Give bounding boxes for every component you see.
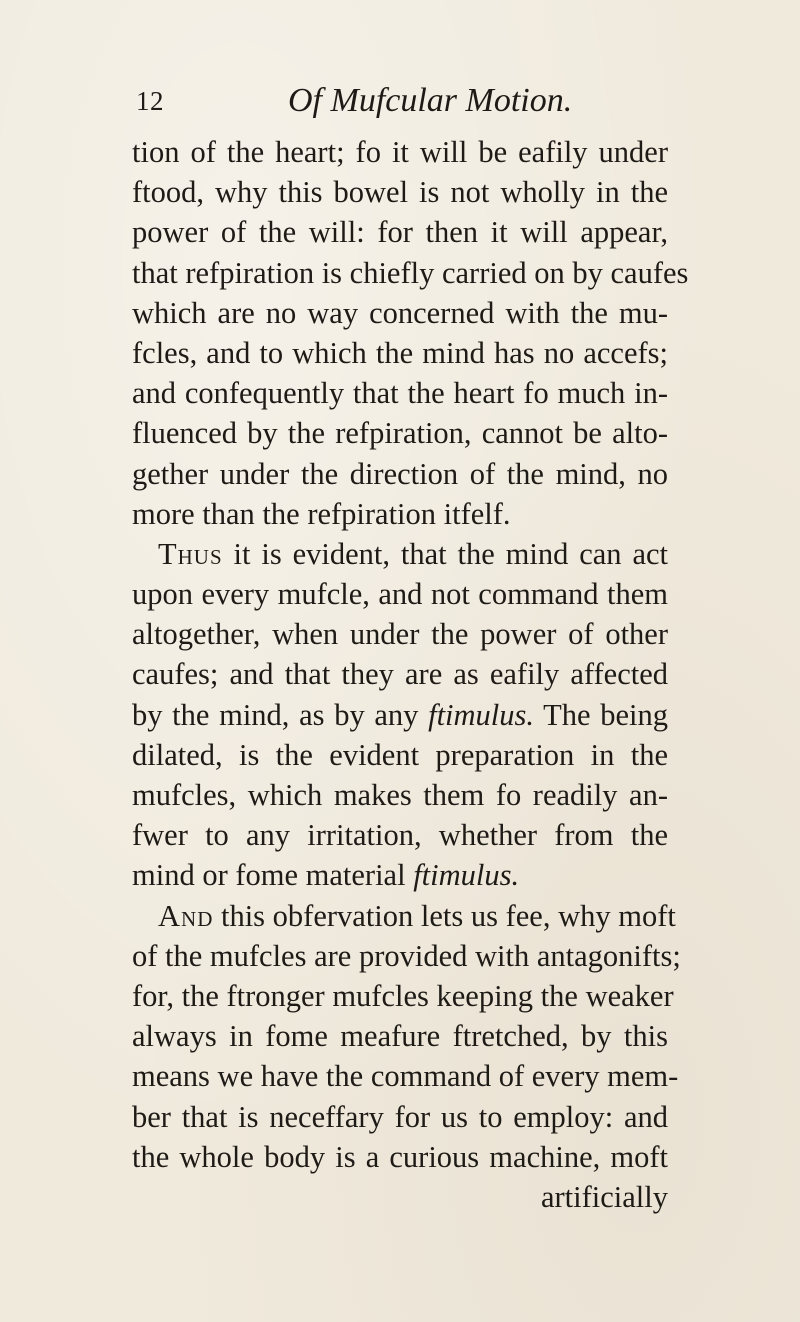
text-line: gether under the direction of the mind, no [132,456,668,491]
text-line: more than the refpiration itfelf. [132,496,511,531]
paragraph-opening-line [132,534,668,574]
text-fragment: mind or fome material [132,858,414,893]
body-text [132,132,689,1217]
text-line: fluenced by the refpiration, cannot be alto- [132,416,668,451]
italic-term: ftimulus. [428,697,535,732]
text-line: dilated, is the evident preparation in the [132,737,668,772]
text-line: for, the ftronger mufcles keeping the weaker [132,978,674,1013]
text-fragment: it is evident, that the mind can act [222,536,668,571]
text-line: and confequently that the heart fo much in- [132,376,668,411]
text-line: which are no way concerned with the mu- [132,295,668,330]
paragraph-first-word: Thus [158,536,223,571]
text-fragment: The being [534,697,668,732]
running-title: Of Mufcular Motion. [288,82,573,119]
text-line: altogether, when under the power of other [132,617,668,652]
text-line: tion of the heart; fo it will be eafily under [132,135,668,169]
text-line [132,695,668,735]
text-line: the whole body is a curious machine, moft [132,1139,668,1174]
catchword: artificially [540,1179,668,1214]
text-line: ber that is neceffary for us to employ: and [132,1099,668,1134]
text-line: that refpiration is chiefly carried on by caufes [132,255,689,290]
text-line [132,855,668,895]
text-line: mufcles, which makes them fo readily an- [132,778,668,812]
text-line: always in fome meafure ftretched, by this [132,1019,668,1054]
paragraph-opening-line [132,896,676,936]
text-line: of the mufcles are provided with antagonifts; [132,938,681,973]
paragraph-first-word: And [158,898,214,933]
page-header [0,76,800,126]
text-fragment: by the mind, as by any [132,697,429,732]
italic-term: ftimulus. [413,858,520,893]
text-line: fcles, and to which the mind has no accefs; [132,335,668,370]
text-line: power of the will: for then it will appear, [132,215,668,250]
text-line: means we have the command of every mem- [132,1059,679,1094]
text-line: upon every mufcle, and not command them [132,577,668,612]
text-line: ftood, why this bowel is not wholly in the [132,175,668,210]
text-line: caufes; and that they are as eafily affected [132,657,668,692]
page-number: 12 [136,86,164,116]
text-line: fwer to any irritation, whether from the [132,818,668,853]
text-fragment: this obfervation lets us fee, why moft [213,898,676,933]
